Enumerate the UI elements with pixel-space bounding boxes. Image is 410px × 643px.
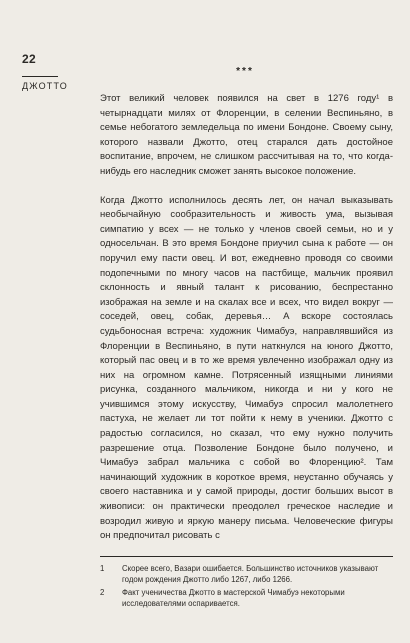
footnote-mark: 2 [100,588,105,597]
body-text [100,92,393,544]
page-number: 22 [22,52,36,66]
header-rule [22,76,58,77]
footnote-rule [100,556,393,557]
paragraph-1: Этот великий человек появился на свет в 1276 году¹ в четырнадцати милях от Флоренции, в селении Веспиньяно, в семье небогатого земледельца по имени Бондоне. Своему сыну, которого назвали Джотто, отец старался дать достойное воспитание, впрочем, не слишком рассчитывая на то, что когда-нибудь его наследник сможет занять высокое положение. [100,93,393,177]
footnote [100,563,393,585]
footnote [100,587,393,609]
footnote-text: Скорее всего, Вазари ошибается. Большинство источников указывают годом рождения Джотто либо 1267, либо 1266. [122,564,379,584]
footnote-mark: 1 [100,564,105,573]
running-title: ДЖОТТО [22,81,68,91]
paragraph-2: Когда Джотто исполнилось десять лет, он начал выказывать необычайную сообразительность и живость ума, вызывая симпатию у всех — не только у членов своей семьи, но и у односельчан. В это время Бондоне приучил сына к работе — он поручил ему пасти овец. И вот, ежедневно проводя со своими подопечными по многу часов на пастбище, мальчик проявил склонность и явный талант к рисованию, беспрестанно изображая на земле и на скалах все и всех, что видел вокруг — соседей, овец, собак, деревья… А вскоре состоялась судьбоносная встреча: художник Чимабуэ, направлявшийся из Флоренции в Веспиньяно, в пути наткнулся на юного Джотто, который пас овец и в то же время увлеченно изображал одну из них на огромном камне. Потрясенный изящными линиями рисунка, созданного мальчиком, никогда и ни у кого не учившимся этому искусству, Чимабуэ спросил малолетнего пастуха, не желает ли тот пойти к нему в ученики. Джотто с радостью согласился, но сказал, что ему нужно получить разрешение отца. Позволение Бондоне было получено, и Чимабуэ забрал мальчика с собой во Флоренцию². Там начинающий художник в короткое время, неустанно обучаясь у своего наставника и у самой природы, достиг больших высот в живописи: он практически преодолел греческое наследие и возродил живую и яркую манеру письма. Человеческие фигуры он предпочитал рисовать с [100,194,393,542]
page-header [22,52,68,92]
footnote-text: Факт ученичества Джотто в мастерской Чимабуэ некоторыми исследователями оспаривается. [122,588,345,608]
section-break: *** [236,66,254,77]
footnotes [100,556,393,611]
